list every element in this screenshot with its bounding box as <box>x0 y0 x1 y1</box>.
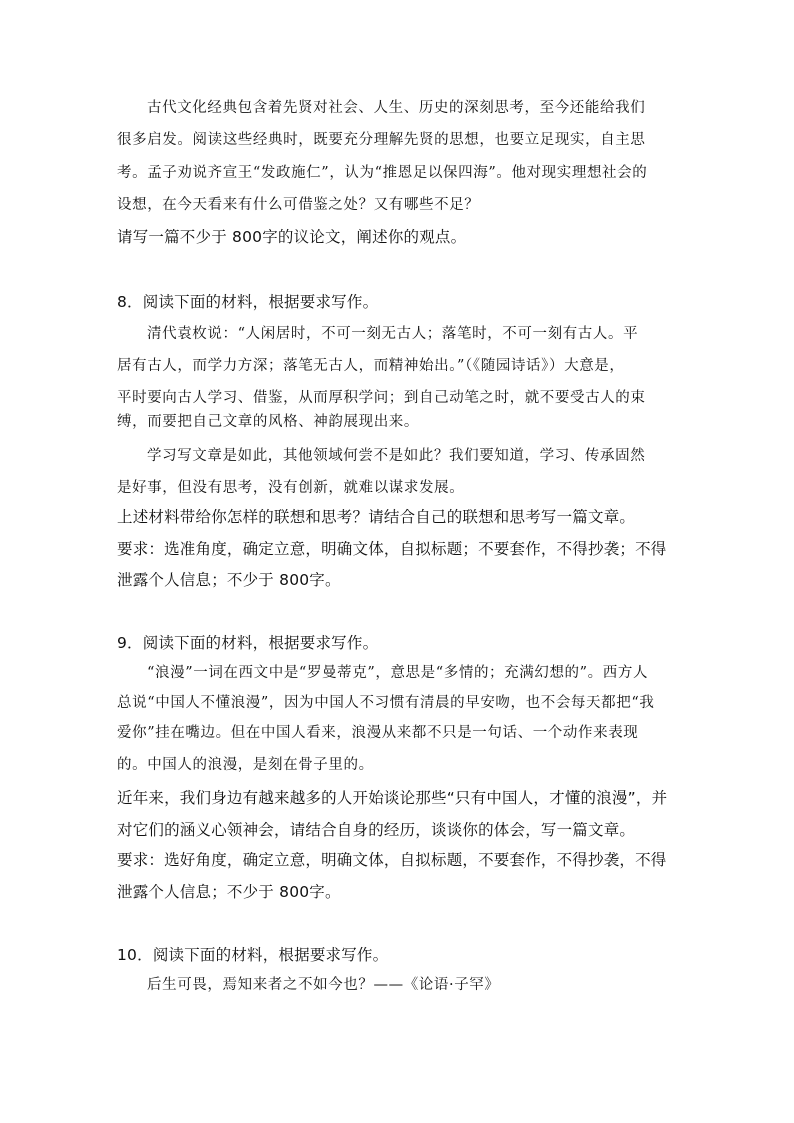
q7-material-line-1: 古代文化经典包含着先贤对社会、人生、历史的深刻思考，至今还能给我们 <box>147 100 646 116</box>
q8-requirement-line-2: 泄露个人信息；不少于 800字。 <box>117 571 341 589</box>
q10-heading: 10．阅读下面的材料，根据要求写作。 <box>117 946 389 964</box>
q9-heading: 9．阅读下面的材料，根据要求写作。 <box>117 634 379 652</box>
q9-requirement-line-2: 泄露个人信息；不少于 800字。 <box>117 883 341 901</box>
q8-material-line-3: 平时要向古人学习、借鉴，从而厚积学问；到自己动笔之时，就不要受古人的束 <box>117 390 646 406</box>
q8-material-line-1: 清代袁枚说：“人闲居时，不可一刻无古人；落笔时，不可一刻有古人。平 <box>147 326 639 342</box>
q9-requirement-line-1: 要求：选好角度，确定立意，明确文体，自拟标题，不要套作，不得抄袭，不得 <box>117 851 667 869</box>
q8-material-2-line-1: 学习写文章是如此，其他领域何尝不是如此？我们要知道，学习、传承固然 <box>147 448 646 464</box>
q8-material-line-2: 居有古人，而学力方深；落笔无古人，而精神始出。”（《随园诗话》）大意是， <box>117 358 625 374</box>
q8-material-2-line-2: 是好事，但没有思考，没有创新，就难以谋求发展。 <box>117 480 465 496</box>
q7-requirement: 请写一篇不少于 800字的议论文，阐述你的观点。 <box>117 228 467 246</box>
q9-material-line-2: 总说“中国人不懂浪漫”，因为中国人不习惯有清晨的早安吻，也不会每天都把“我 <box>117 695 655 711</box>
q9-prompt-line-2: 对它们的涵义心领神会，请结合自身的经历，谈谈你的体会，写一篇文章。 <box>117 821 636 839</box>
q9-prompt-line-1: 近年来，我们身边有越来越多的人开始谈论那些“只有中国人，才懂的浪漫”，并 <box>117 789 668 807</box>
q8-material-line-4: 缚，而要把自己文章的风格、神韵展现出来。 <box>117 414 419 430</box>
q7-material-line-3: 考。孟子劝说齐宣王“发政施仁”，认为“推恩足以保四海”。他对现实理想社会的 <box>117 165 648 181</box>
q10-material: 后生可畏，焉知来者之不如今也？——《论语·子罕》 <box>147 977 500 993</box>
q7-material-line-2: 很多启发。阅读这些经典时，既要充分理解先贤的思想，也要立足现实，自主思 <box>117 132 646 148</box>
q9-material-line-1: “浪漫”一词在西文中是“罗曼蒂克”，意思是“多情的；充满幻想的”。西方人 <box>147 665 649 681</box>
q9-material-line-3: 爱你”挂在嘴边。但在中国人看来，浪漫从来都不只是一句话、一个动作来表现 <box>117 725 639 741</box>
q8-heading: 8．阅读下面的材料，根据要求写作。 <box>117 293 379 311</box>
q7-material-line-4: 设想，在今天看来有什么可借鉴之处？又有哪些不足？ <box>117 197 480 213</box>
q8-prompt: 上述材料带给你怎样的联想和思考？请结合自己的联想和思考写一篇文章。 <box>117 508 636 526</box>
q8-requirement-line-1: 要求：选准角度，确定立意，明确文体，自拟标题；不要套作，不得抄袭；不得 <box>117 540 667 558</box>
q9-material-line-4: 的。中国人的浪漫，是刻在骨子里的。 <box>117 757 374 773</box>
